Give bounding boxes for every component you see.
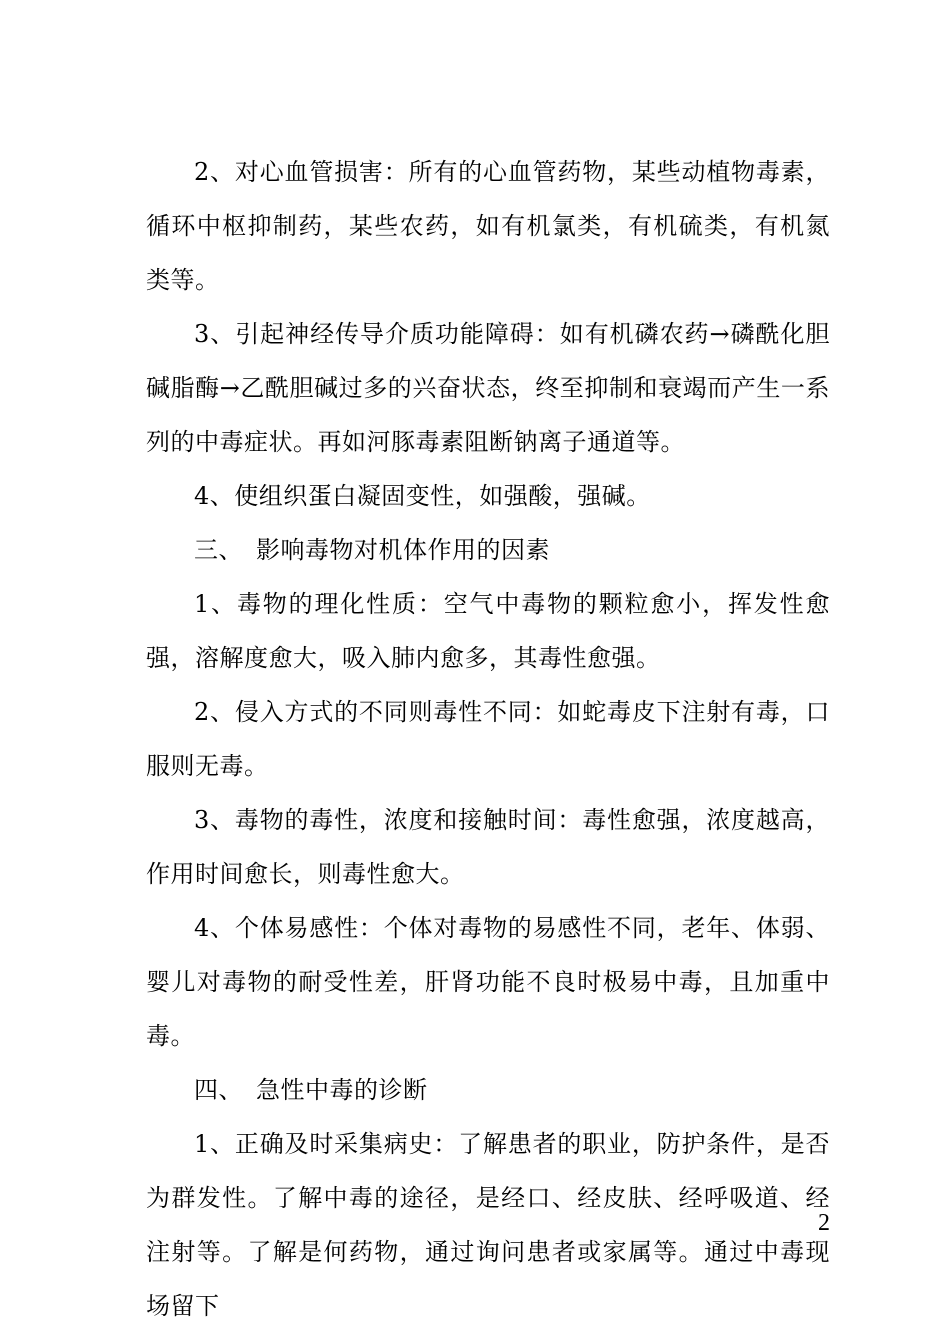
paragraph-physicochemical-properties: 1、毒物的理化性质：空气中毒物的颗粒愈小，挥发性愈强，溶解度愈大，吸入肺内愈多，其毒性愈强。 [146,590,830,672]
paragraph-individual-susceptibility: 4、个体易感性：个体对毒物的易感性不同，老年、体弱、婴儿对毒物的耐受性差，肝肾功能不良时极易中毒，且加重中毒。 [146,914,830,1050]
paragraph-toxicity-concentration: 3、毒物的毒性，浓度和接触时间：毒性愈强，浓度越高，作用时间愈长，则毒性愈大。 [146,806,830,888]
paragraph-protein-coagulation: 4、使组织蛋白凝固变性，如强酸，强碱。 [194,482,651,510]
section-heading-diagnosis [146,1063,830,1117]
paragraph-neurotransmitter-disorder: 3、引起神经传导介质功能障碍：如有机磷农药→磷酰化胆碱脂酶→乙酰胆碱过多的兴奋状态，终至抑制和衰竭而产生一系列的中毒症状。再如河豚毒素阻断钠离子通道等。 [146,320,830,456]
paragraph-cardiovascular-damage: 2、对心血管损害：所有的心血管药物，某些动植物毒素，循环中枢抑制药，某些农药，如有机氯类，有机硫类，有机氮类等。 [146,158,830,294]
page-number: 2 [818,1210,830,1236]
section-title: 影响毒物对机体作用的因素 [256,536,550,564]
section-number: 四、 [194,1076,243,1104]
section-number: 三、 [194,536,243,564]
section-title: 急性中毒的诊断 [256,1076,428,1104]
paragraph-medical-history: 1、正确及时采集病史：了解患者的职业，防护条件，是否为群发性。了解中毒的途径，是经口、经皮肤、经呼吸道、经注射等。了解是何药物，通过询问患者或家属等。通过中毒现场留下 [146,1130,830,1320]
section-heading-factors [146,523,830,577]
paragraph-route-of-entry: 2、侵入方式的不同则毒性不同：如蛇毒皮下注射有毒，口服则无毒。 [146,698,830,780]
document-body [146,145,830,1333]
